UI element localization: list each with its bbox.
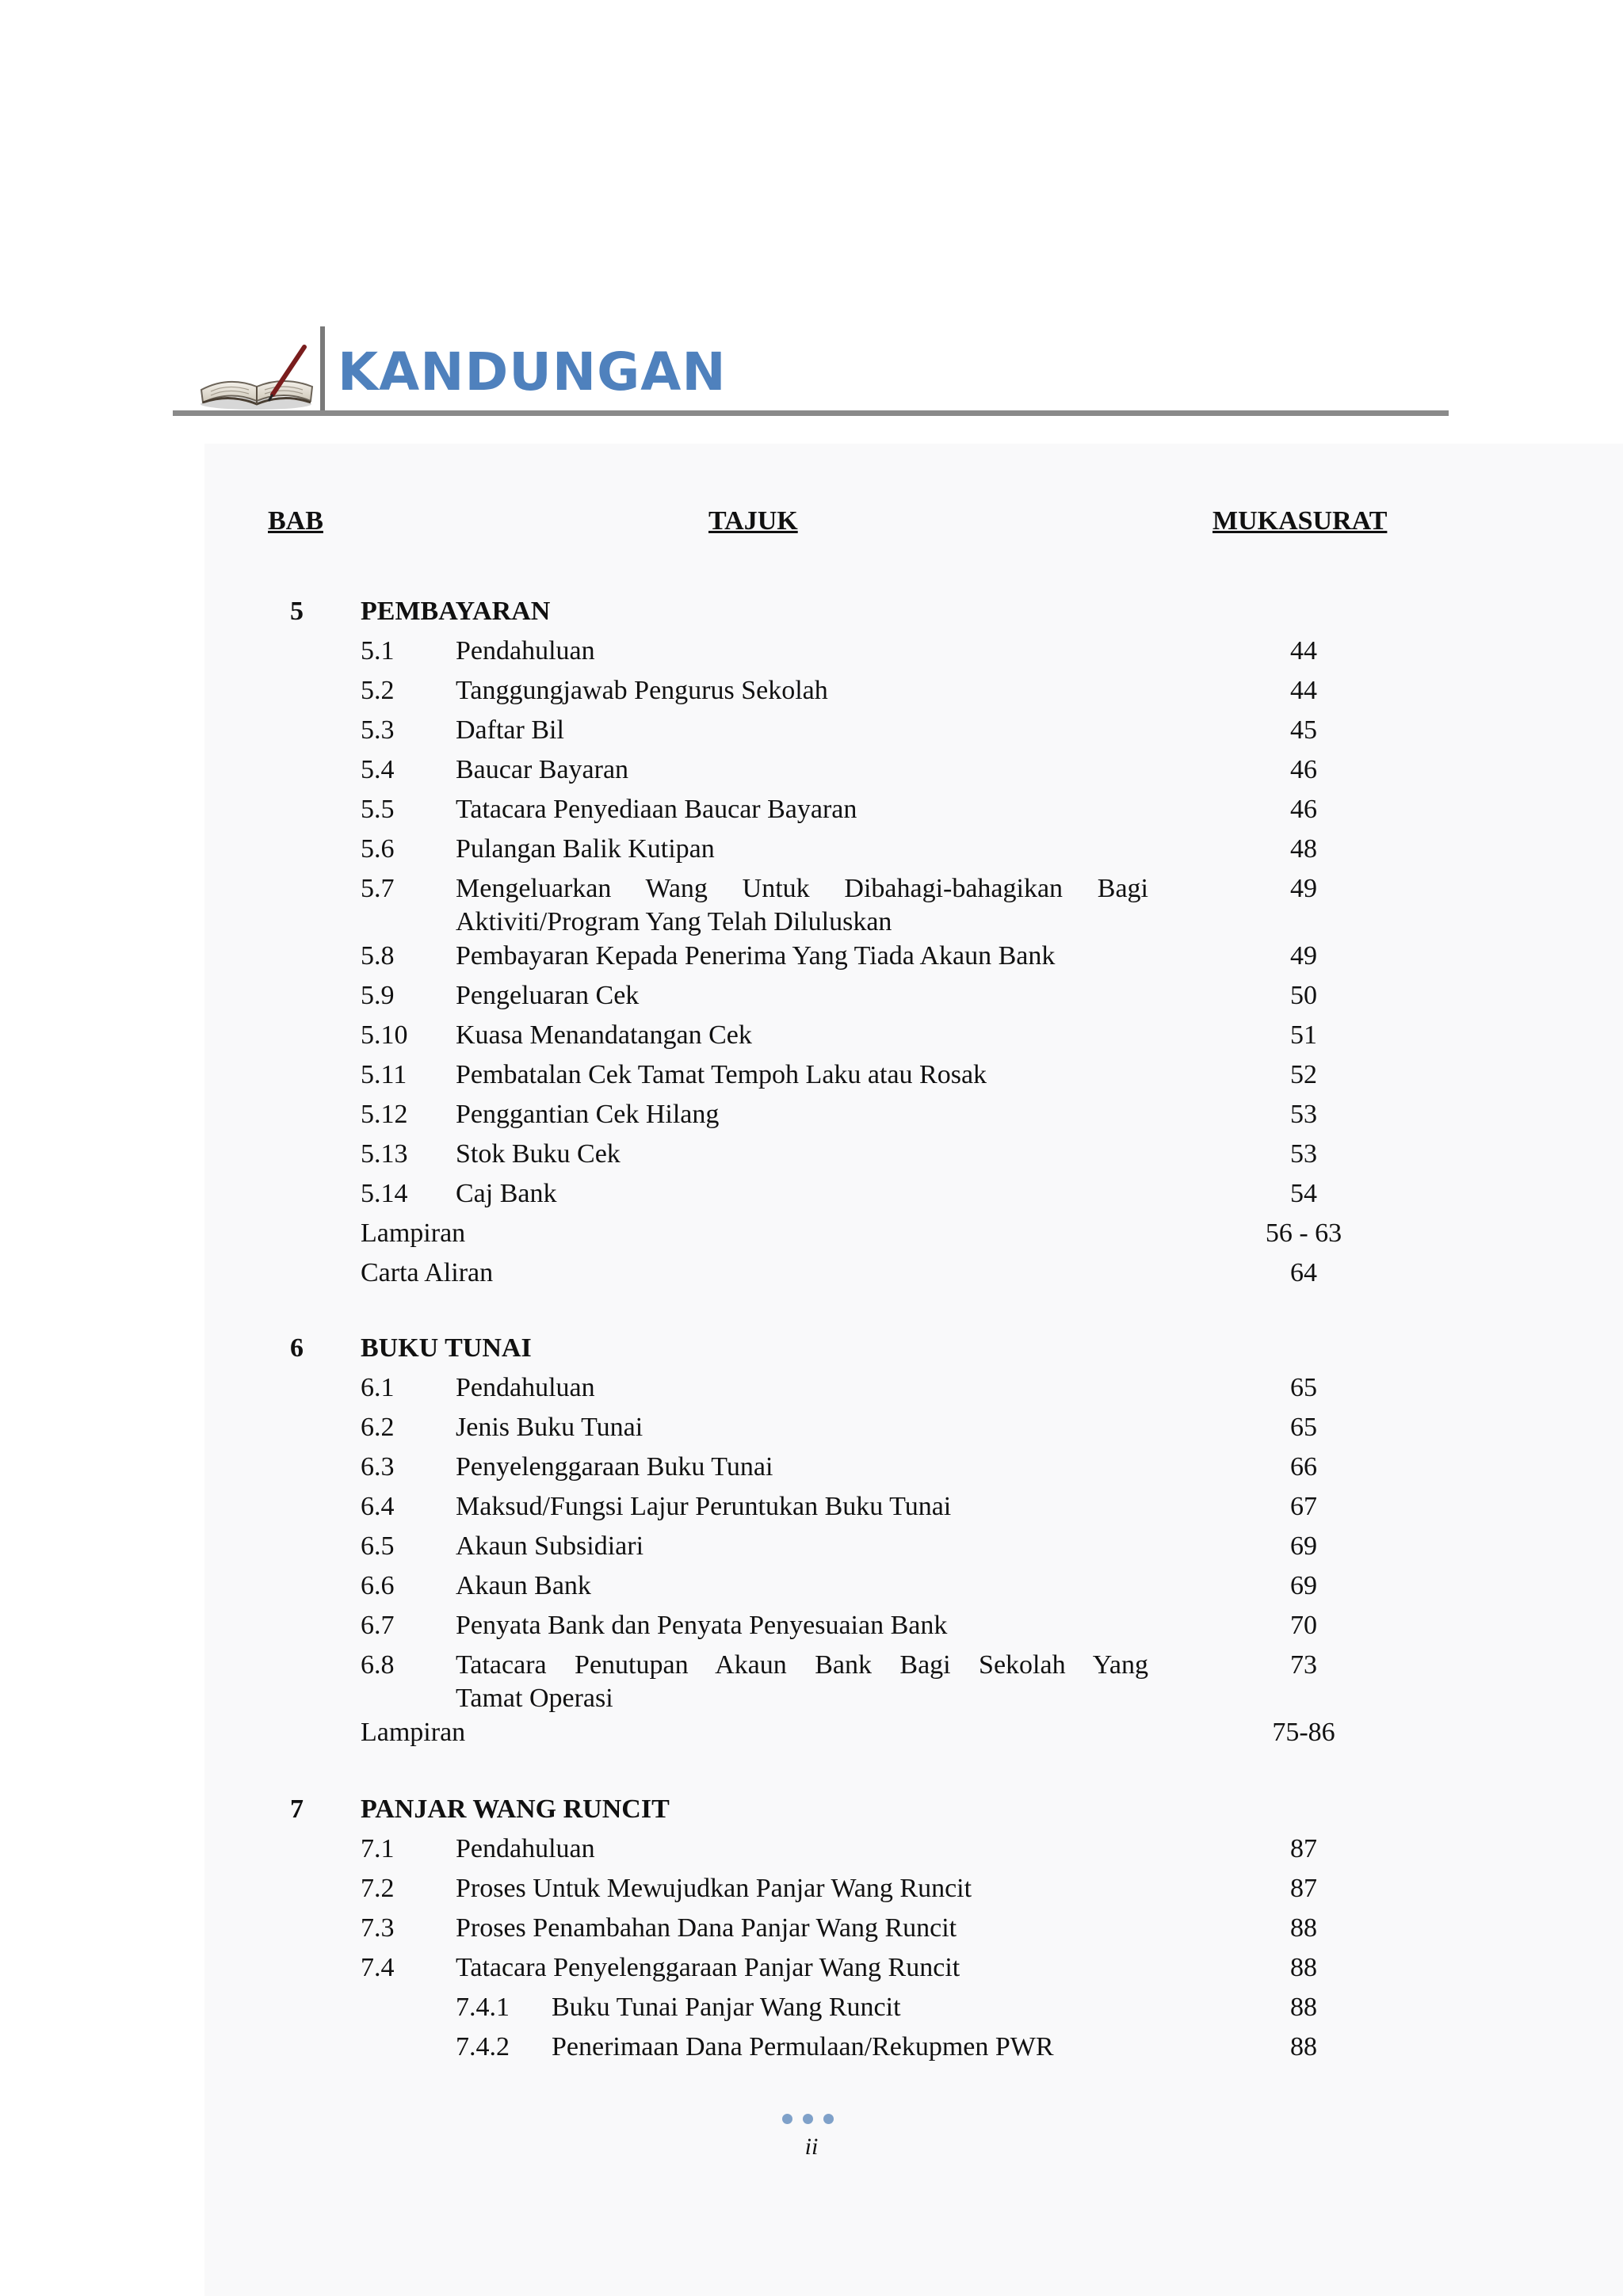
entry-page: 64 <box>1290 1258 1317 1287</box>
column-header-bab: BAB <box>268 506 323 536</box>
entry-page: 87 <box>1290 1834 1317 1863</box>
entry-title-continued: Aktiviti/Program Yang Telah Diluluskan <box>456 907 892 936</box>
entry-title: Caj Bank <box>456 1179 557 1208</box>
entry-number: 5.12 <box>361 1100 408 1129</box>
entry-title: Tatacara Penutupan Akaun Bank Bagi Sekolah Yang <box>456 1650 1148 1680</box>
entry-number: 5.7 <box>361 874 395 903</box>
open-book-with-pen-icon <box>197 341 315 412</box>
footer-dots-ornament <box>782 2114 841 2125</box>
entry-number: 5.11 <box>361 1060 407 1089</box>
entry-title: Stok Buku Cek <box>456 1139 621 1169</box>
entry-page: 66 <box>1290 1452 1317 1482</box>
column-header-tajuk: TAJUK <box>708 506 798 536</box>
entry-number: 6.7 <box>361 1611 395 1640</box>
entry-number: 5.5 <box>361 795 395 824</box>
entry-page: 87 <box>1290 1874 1317 1903</box>
entry-title: Lampiran <box>361 1718 466 1747</box>
entry-title: Pembayaran Kepada Penerima Yang Tiada Akaun Bank <box>456 941 1056 971</box>
entry-title: Penyata Bank dan Penyata Penyesuaian Bank <box>456 1611 948 1640</box>
subentry-title: Penerimaan Dana Permulaan/Rekupmen PWR <box>552 2032 1054 2061</box>
entry-page: 45 <box>1290 715 1317 745</box>
entry-page: 48 <box>1290 834 1317 864</box>
entry-number: 6.8 <box>361 1650 395 1680</box>
page-number: ii <box>804 2134 819 2160</box>
subentry-number: 7.4.1 <box>456 1993 510 2022</box>
subentry-page: 88 <box>1290 1993 1317 2022</box>
entry-page: 44 <box>1290 676 1317 705</box>
subentry-page: 88 <box>1290 2032 1317 2061</box>
entry-page: 75-86 <box>1272 1718 1335 1747</box>
header-horizontal-rule <box>173 410 1449 416</box>
page-background <box>204 444 1623 2296</box>
entry-page: 52 <box>1290 1060 1317 1089</box>
entry-page: 49 <box>1290 941 1317 971</box>
entry-title: Proses Untuk Mewujudkan Panjar Wang Runcit <box>456 1874 972 1903</box>
entry-title: Pembatalan Cek Tamat Tempoh Laku atau Rosak <box>456 1060 987 1089</box>
entry-title: Kuasa Menandatangan Cek <box>456 1020 752 1050</box>
entry-title: Carta Aliran <box>361 1258 494 1287</box>
chapter-number: 7 <box>290 1794 304 1824</box>
entry-number: 5.2 <box>361 676 395 705</box>
entry-number: 5.14 <box>361 1179 408 1208</box>
entry-page: 69 <box>1290 1531 1317 1561</box>
entry-number: 6.2 <box>361 1413 395 1442</box>
entry-page: 46 <box>1290 755 1317 784</box>
entry-title: Tatacara Penyediaan Baucar Bayaran <box>456 795 857 824</box>
entry-title: Tanggungjawab Pengurus Sekolah <box>456 676 828 705</box>
entry-number: 5.1 <box>361 636 395 666</box>
entry-number: 5.3 <box>361 715 395 745</box>
entry-page: 49 <box>1290 874 1317 903</box>
entry-number: 5.6 <box>361 834 395 864</box>
entry-title: Tatacara Penyelenggaraan Panjar Wang Runcit <box>456 1953 960 1982</box>
entry-page: 53 <box>1290 1139 1317 1169</box>
entry-page: 70 <box>1290 1611 1317 1640</box>
entry-title: Pendahuluan <box>456 1834 595 1863</box>
chapter-title: PANJAR WANG RUNCIT <box>361 1794 670 1824</box>
entry-page: 53 <box>1290 1100 1317 1129</box>
entry-title: Mengeluarkan Wang Untuk Dibahagi-bahagikan Bagi <box>456 874 1148 903</box>
entry-page: 56 - 63 <box>1265 1219 1342 1248</box>
entry-title: Akaun Bank <box>456 1571 591 1600</box>
entry-title: Daftar Bil <box>456 715 564 745</box>
entry-page: 65 <box>1290 1413 1317 1442</box>
entry-number: 5.4 <box>361 755 395 784</box>
entry-title: Maksud/Fungsi Lajur Peruntukan Buku Tunai <box>456 1492 952 1521</box>
entry-number: 7.3 <box>361 1913 395 1943</box>
page-title: KANDUNGAN <box>338 341 727 402</box>
entry-page: 54 <box>1290 1179 1317 1208</box>
entry-page: 69 <box>1290 1571 1317 1600</box>
section-header <box>173 325 1449 418</box>
subentry-title: Buku Tunai Panjar Wang Runcit <box>552 1993 901 2022</box>
chapter-title: BUKU TUNAI <box>361 1333 532 1363</box>
entry-page: 88 <box>1290 1913 1317 1943</box>
entry-number: 6.6 <box>361 1571 395 1600</box>
entry-page: 44 <box>1290 636 1317 666</box>
entry-page: 65 <box>1290 1373 1317 1402</box>
entry-number: 6.5 <box>361 1531 395 1561</box>
entry-number: 5.10 <box>361 1020 408 1050</box>
column-header-mukasurat: MUKASURAT <box>1212 506 1388 536</box>
entry-title-continued: Tamat Operasi <box>456 1684 613 1713</box>
subentry-number: 7.4.2 <box>456 2032 510 2061</box>
entry-number: 7.1 <box>361 1834 395 1863</box>
entry-page: 51 <box>1290 1020 1317 1050</box>
entry-title: Baucar Bayaran <box>456 755 629 784</box>
entry-title: Lampiran <box>361 1219 466 1248</box>
entry-number: 7.2 <box>361 1874 395 1903</box>
entry-page: 73 <box>1290 1650 1317 1680</box>
chapter-number: 5 <box>290 597 304 626</box>
entry-page: 88 <box>1290 1953 1317 1982</box>
entry-title: Penggantian Cek Hilang <box>456 1100 720 1129</box>
entry-number: 5.13 <box>361 1139 408 1169</box>
chapter-title: PEMBAYARAN <box>361 597 551 626</box>
entry-page: 67 <box>1290 1492 1317 1521</box>
entry-title: Pendahuluan <box>456 636 595 666</box>
entry-number: 7.4 <box>361 1953 395 1982</box>
entry-title: Proses Penambahan Dana Panjar Wang Runcit <box>456 1913 957 1943</box>
entry-number: 5.8 <box>361 941 395 971</box>
entry-number: 5.9 <box>361 981 395 1010</box>
entry-title: Akaun Subsidiari <box>456 1531 644 1561</box>
entry-title: Pengeluaran Cek <box>456 981 640 1010</box>
header-vertical-rule <box>320 326 325 414</box>
entry-title: Jenis Buku Tunai <box>456 1413 643 1442</box>
entry-number: 6.3 <box>361 1452 395 1482</box>
entry-title: Pulangan Balik Kutipan <box>456 834 715 864</box>
entry-page: 50 <box>1290 981 1317 1010</box>
entry-title: Pendahuluan <box>456 1373 595 1402</box>
entry-title: Penyelenggaraan Buku Tunai <box>456 1452 773 1482</box>
entry-number: 6.1 <box>361 1373 395 1402</box>
chapter-number: 6 <box>290 1333 304 1363</box>
entry-page: 46 <box>1290 795 1317 824</box>
entry-number: 6.4 <box>361 1492 395 1521</box>
